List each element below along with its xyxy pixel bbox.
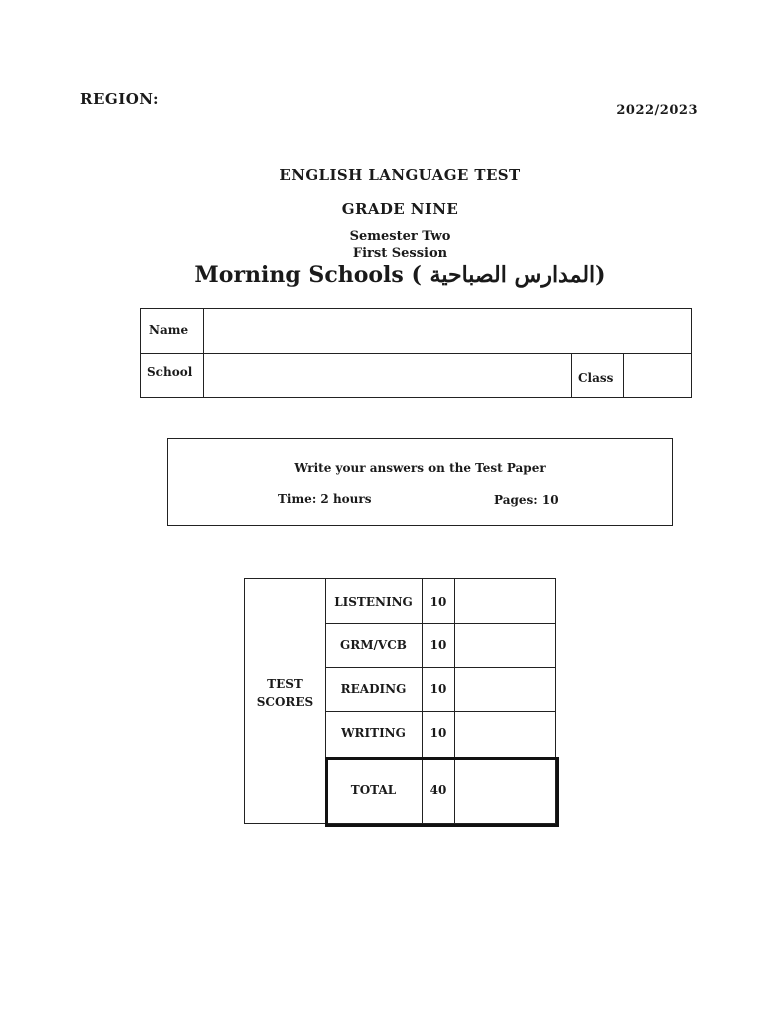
- max-score: 10: [429, 595, 447, 609]
- school-field[interactable]: [211, 357, 566, 393]
- section-listening: LISTENING: [334, 595, 413, 609]
- scores-group-label-top: TEST: [267, 677, 303, 691]
- max-score-total: 40: [429, 783, 447, 797]
- semester-label: Semester Two: [349, 229, 451, 244]
- section-total: TOTAL: [350, 783, 397, 797]
- name-field[interactable]: [211, 313, 683, 349]
- class-label: Class: [578, 371, 614, 385]
- scores-group-label-bottom: SCORES: [256, 695, 314, 709]
- section-grammar-vocabulary: GRM/VCB: [340, 638, 407, 652]
- divider: [325, 711, 555, 712]
- academic-year: 2022/2023: [616, 103, 698, 118]
- score-field-listening[interactable]: [459, 585, 551, 619]
- region-label: REGION:: [80, 90, 160, 108]
- class-field[interactable]: [629, 357, 689, 393]
- score-field-writing[interactable]: [459, 717, 551, 751]
- max-score: 10: [429, 726, 447, 740]
- grade-title: GRADE NINE: [341, 200, 459, 218]
- student-info-box: [140, 308, 692, 398]
- score-field-grammar[interactable]: [459, 629, 551, 663]
- instructions-box: [167, 438, 673, 526]
- pages-label: Pages: 10: [494, 493, 559, 507]
- divider: [623, 353, 624, 397]
- section-reading: READING: [340, 682, 407, 696]
- test-title: ENGLISH LANGUAGE TEST: [279, 166, 521, 184]
- school-label: School: [147, 365, 193, 379]
- score-field-reading[interactable]: [459, 673, 551, 707]
- instructions-text: Write your answers on the Test Paper: [294, 461, 546, 475]
- name-label: Name: [149, 323, 189, 337]
- section-writing: WRITING: [341, 726, 406, 740]
- divider: [571, 353, 572, 397]
- test-scores-table: [244, 578, 556, 824]
- max-score: 10: [429, 682, 447, 696]
- divider: [325, 667, 555, 668]
- divider: [141, 353, 691, 354]
- max-score: 10: [429, 638, 447, 652]
- schools-title: Morning Schools ( المدارس الصباحية): [194, 262, 606, 288]
- divider: [325, 623, 555, 624]
- score-field-total[interactable]: [459, 767, 547, 815]
- session-label: First Session: [352, 246, 448, 261]
- time-label: Time: 2 hours: [278, 492, 372, 506]
